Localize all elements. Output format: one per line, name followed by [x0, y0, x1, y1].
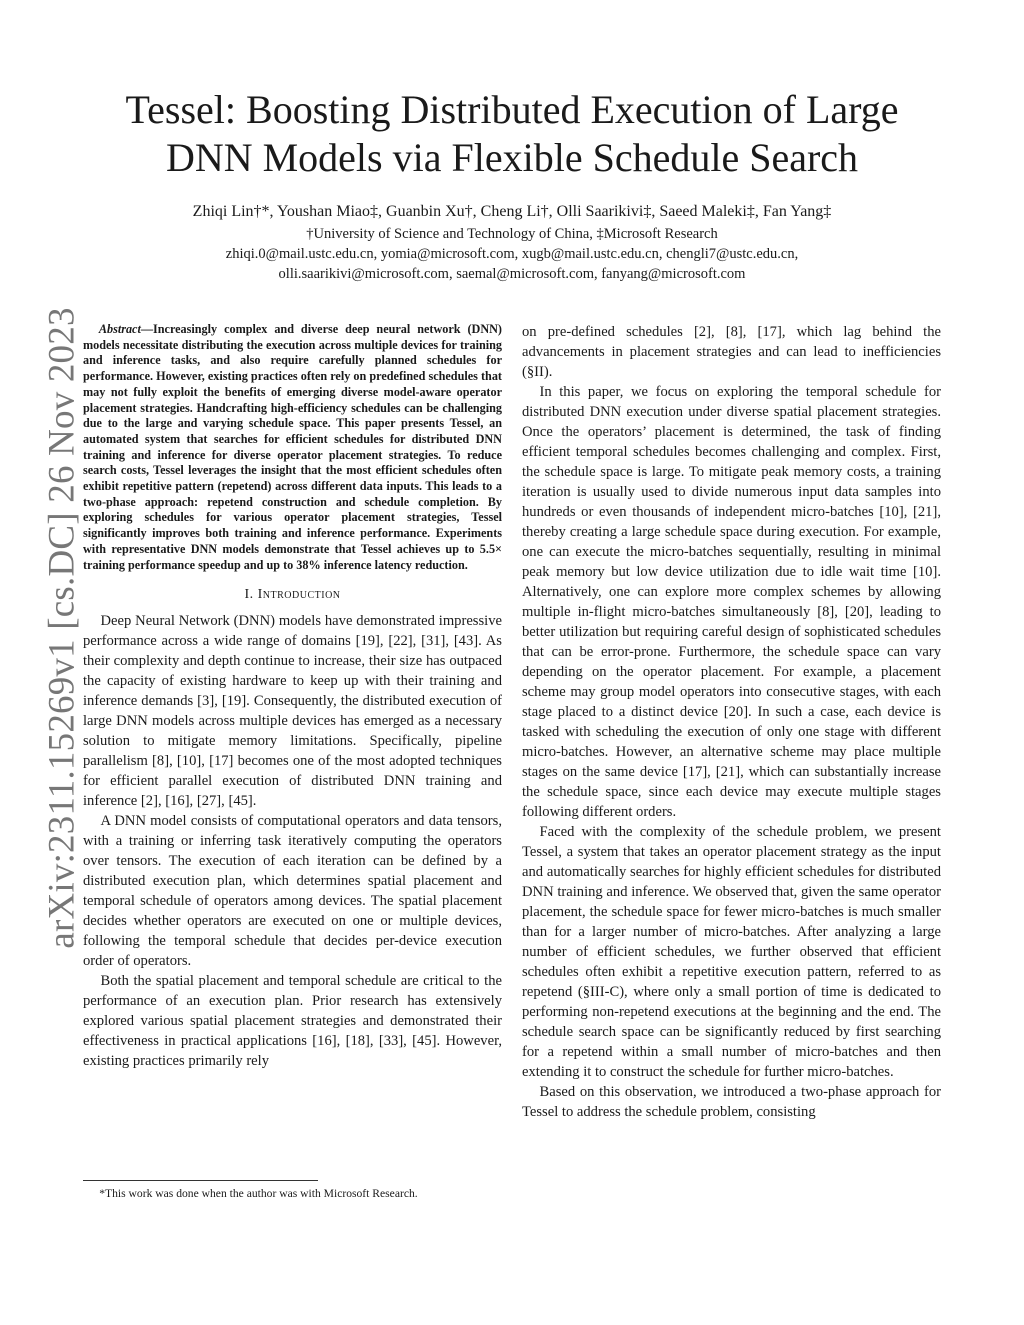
intro-paragraph-4: In this paper, we focus on exploring the temporal schedule for distributed DNN execution under diverse spatial placement strategies. Once the operators’ placement is determined, the task of finding efficient temporal schedules becomes challenging and complex. First, the schedule space is large. To mitigate peak memory costs, a training iteration is usually used to divide numerous input data samples into hundreds or even thousands of independent micro-batches [10], [21], thereby creating a large schedule space during execution. For example, one can execute the micro-batches sequentially, resulting in minimal peak memory but low device utilization due to idle wait time [10]. Alternatively, one can explore more complex schemes by allowing multiple in-flight micro-batches simultaneously [8], [20], leading to better utilization but requiring careful design of sophisticated schedules that can be error-prone. Furthermore, the schedule space can vary depending on the operator placement. For example, a placement scheme may group model operators into consecutive stages, with each stage placed to a distinct device [20]. In such a case, each device is tasked with scheduling the execution of only one stage with different micro-batches. However, an alternative scheme may place multiple stages on the same device [17], [21], which can substantially increase the schedule space, since each device may execute multiple stages following different orders. — [522, 384, 941, 820]
intro-paragraph-3: Both the spatial placement and temporal schedule are critical to the performance of an execution plan. Prior research has extensively explored various spatial placement strategies and demonstrated their effectiveness in practical applications [16], [18], [33], [45]. However, existing practices primarily rely — [83, 973, 502, 1070]
author-list: Zhiqi Lin†*, Youshan Miao‡, Guanbin Xu†, Cheng Li†, Olli Saarikivi‡, Saeed Maleki‡, Fan Yang‡ — [192, 203, 832, 220]
arxiv-identifier: arXiv:2311.15269v1 [cs.DC] 26 Nov 2023 — [41, 307, 83, 949]
footnote-divider — [83, 1180, 318, 1181]
author-block — [90, 200, 934, 284]
intro-paragraph-1: Deep Neural Network (DNN) models have demonstrated impressive performance across a wide range of domains [19], [22], [31], [43]. As their complexity and depth continue to increase, their size has outpaced the capacity of existing hardware to keep up with their training and inference demands [3], [19]. Consequently, the distributed execution of large DNN models across multiple devices has emerged as a necessary solution to mitigate memory limitations. Specifically, pipeline parallelism [8], [10], [17] becomes one of the most adopted techniques for efficient parallel execution of distributed DNN training and inference [2], [16], [27], [45]. — [83, 613, 502, 810]
intro-paragraph-5: Faced with the complexity of the schedule problem, we present Tessel, a system that takes an operator placement strategy as the input and automatically searches for highly efficient schedules for distributed DNN training and inference. We observed that, given the same operator placement, the schedule space for fewer micro-batches is much smaller than for a larger number of micro-batches. After analyzing a large number of efficient schedules, we further observed that efficient schedules often exhibit a repetitive execution pattern, referred to as repetend (§III-C), where only a small portion of time is dedicated to performing non-repetend executions at the beginning and the end. The schedule search space can be significantly reduced by first searching for a repetend within a small number of micro-batches and then extending it to construct the schedule for further micro-batches. — [522, 824, 941, 1080]
abstract-text: —Increasingly complex and diverse deep neural network (DNN) models necessitate distributing the execution across multiple devices for training and inference tasks, and also require carefully planned schedules for performance. However, existing practices often rely on predefined schedules that may not fully exploit the benefits of emerging diverse model-aware operator placement strategies. Handcrafting high-efficiency schedules can be challenging due to the large and varying schedule space. This paper presents Tessel, an automated system that searches for efficient schedules for distributed DNN training and inference for diverse operator placement strategies. To reduce search costs, Tessel leverages the insight that the most efficient schedules often exhibit repetitive pattern (repetend) across different data inputs. This leads to a two-phase approach: repetend construction and schedule completion. By exploring schedules for various operator placement strategies, Tessel significantly improves both training and inference performance. Experiments with representative DNN models demonstrate that Tessel achieves up to 5.5× training performance speedup and up to 38% inference latency reduction. — [83, 322, 502, 572]
section-heading-introduction: I. Introduction — [244, 587, 341, 603]
paper-title-line-1: Tessel: Boosting Distributed Execution of Large — [125, 87, 899, 132]
intro-paragraph-2: A DNN model consists of computational operators and data tensors, with a training or inferring task iteratively computing the operators over tensors. The execution of each iteration can be defined by a distributed execution plan, which determines spatial placement and temporal schedule of operators among devices. The spatial placement decides whether operators are executed on one or multiple devices, following the temporal schedule that decides per-device execution order of operators. — [83, 813, 502, 970]
footnote: *This work was done when the author was with Microsoft Research. — [99, 1187, 418, 1200]
paper-title-line-2: DNN Models via Flexible Schedule Search — [165, 135, 859, 180]
intro-paragraph-6: Based on this observation, we introduced a two-phase approach for Tessel to address the schedule problem, consisting — [522, 1084, 941, 1120]
right-column — [522, 322, 941, 1122]
paper-title — [80, 86, 944, 182]
email-list — [90, 244, 934, 284]
left-column — [83, 322, 502, 1071]
abstract — [83, 322, 502, 573]
abstract-label: Abstract — [98, 322, 141, 336]
affiliations: †University of Science and Technology of China, ‡Microsoft Research — [306, 226, 718, 242]
email-line-2: olli.saarikivi@microsoft.com, saemal@microsoft.com, fanyang@microsoft.com — [278, 266, 746, 282]
intro-paragraph-3-continued: on pre-defined schedules [2], [8], [17], which lag behind the advancements in placement strategies and can lead to inefficiencies (§II). — [522, 324, 941, 380]
email-line-1: zhiqi.0@mail.ustc.edu.cn, yomia@microsoft.com, xugb@mail.ustc.edu.cn, chengli7@ustc.edu.cn, — [225, 246, 799, 262]
